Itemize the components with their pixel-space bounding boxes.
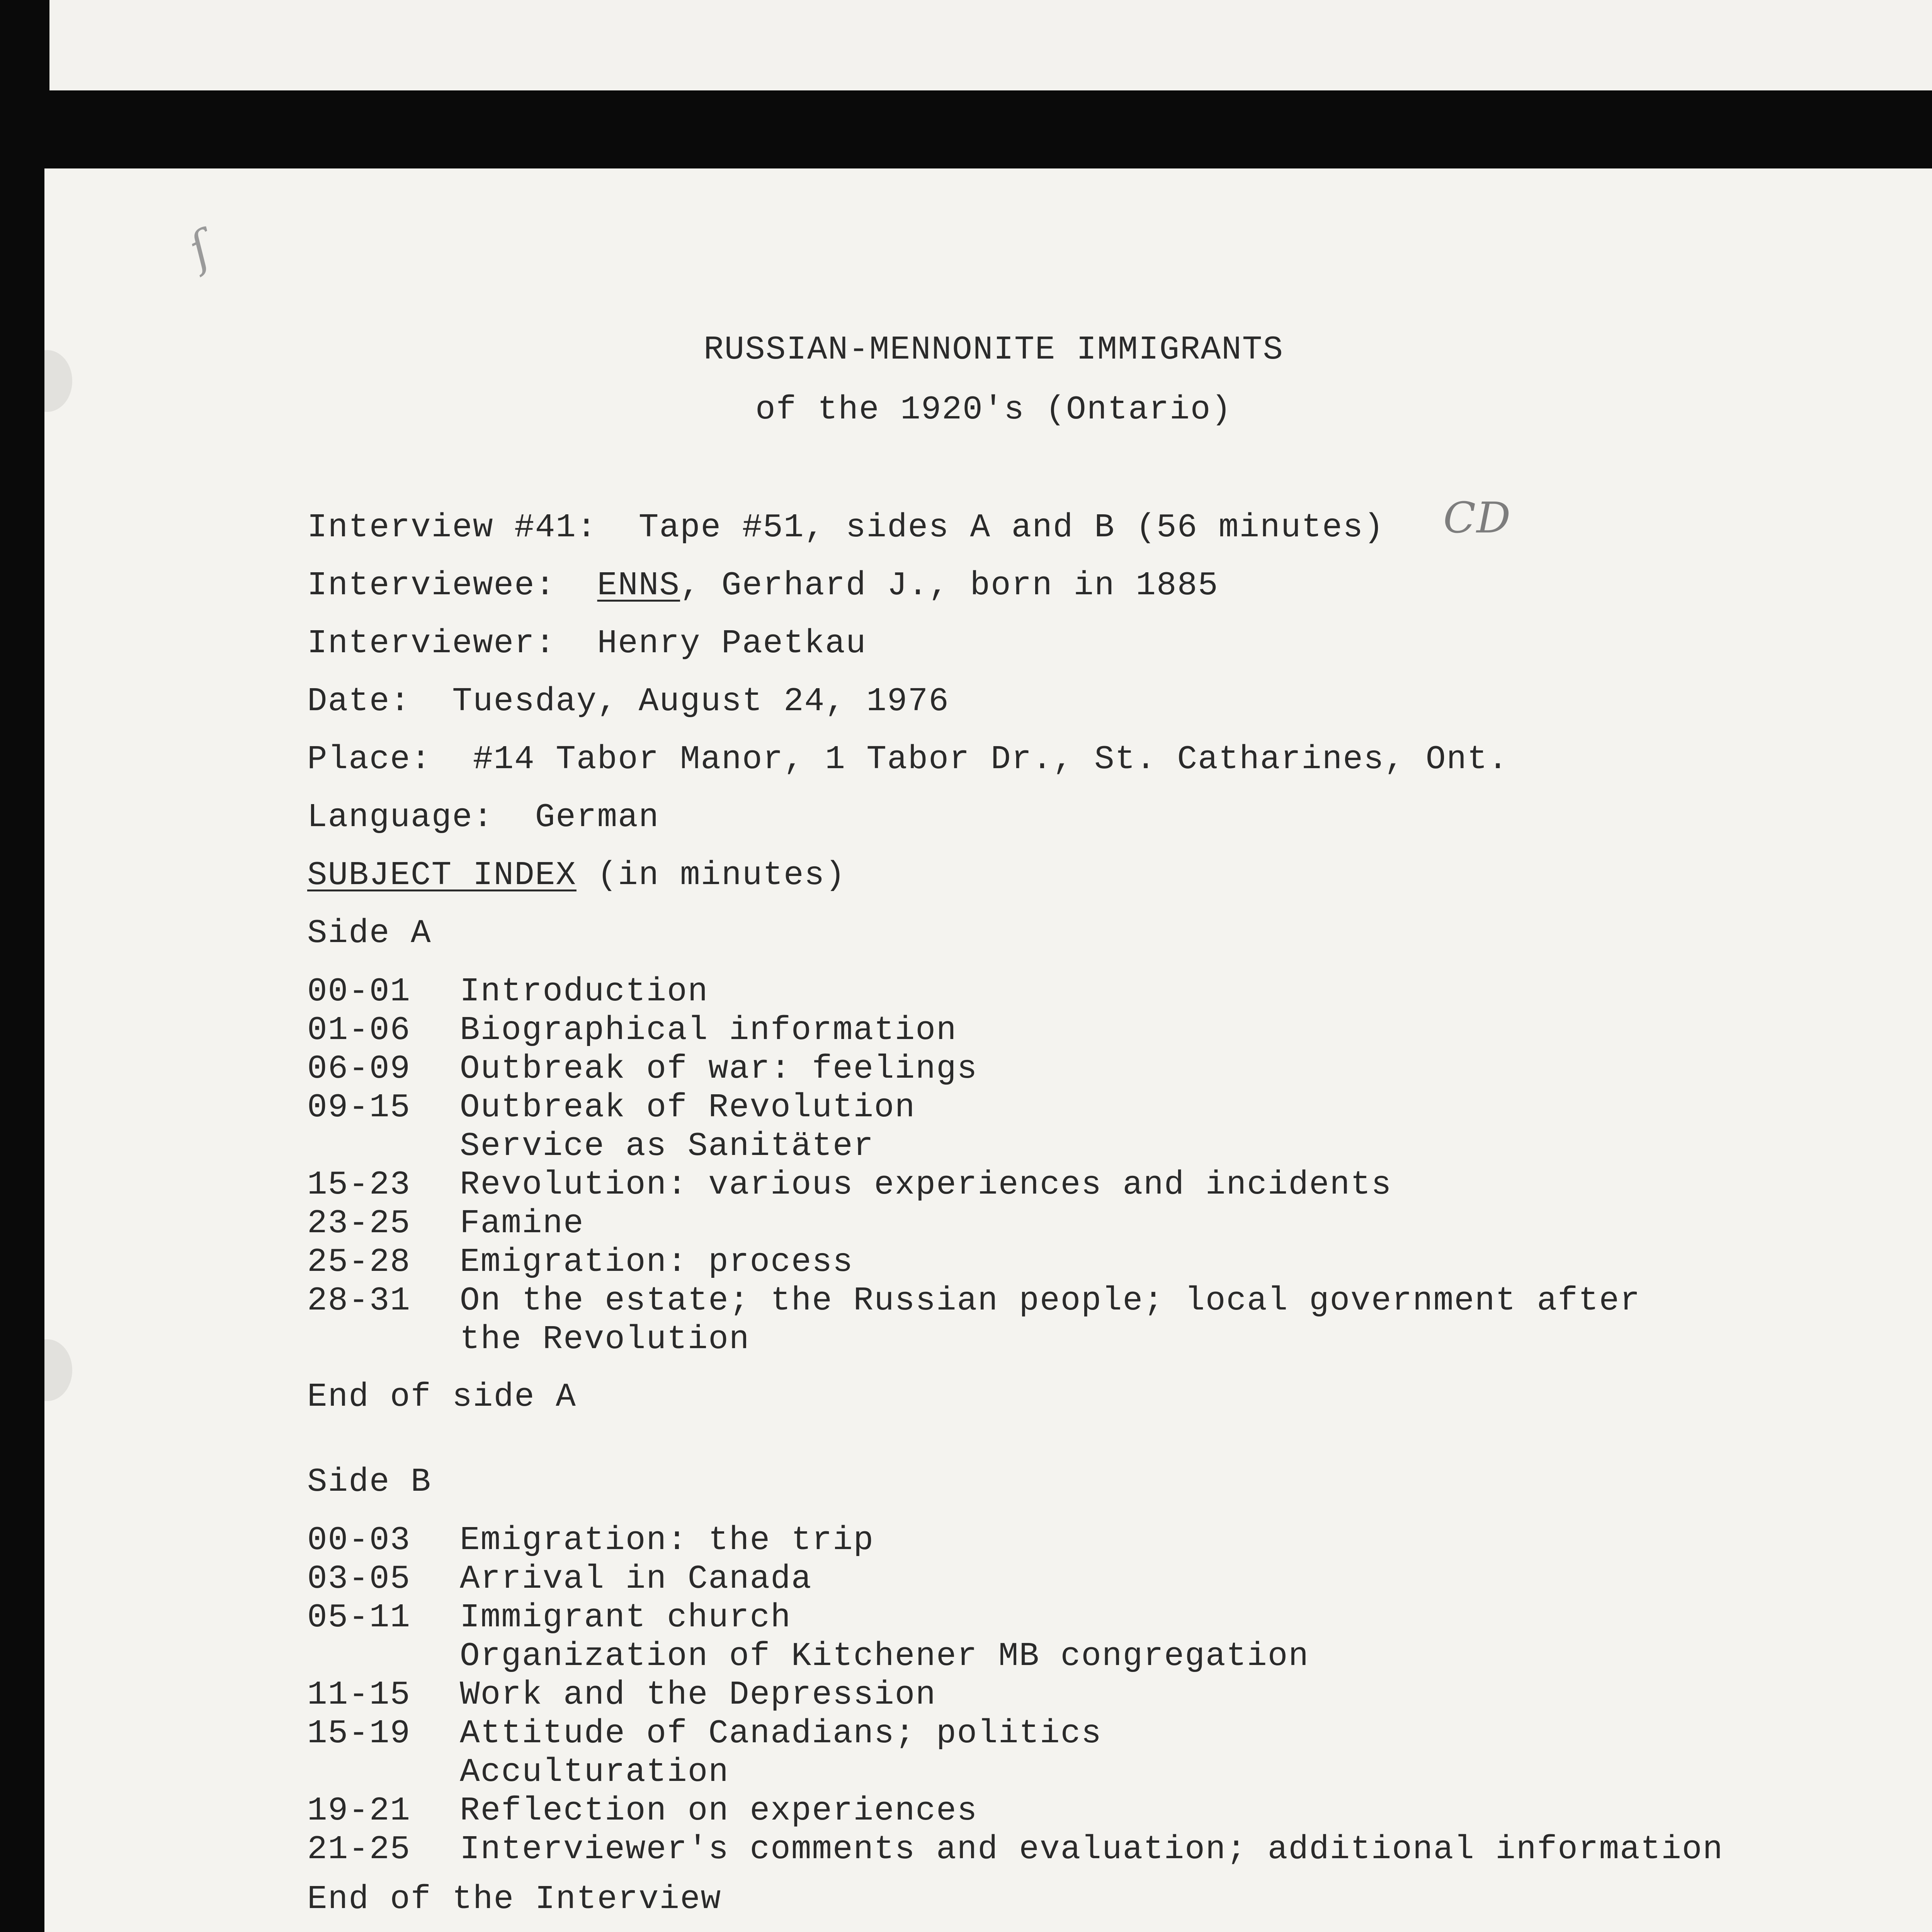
entry-minutes: 19-21 xyxy=(307,1792,411,1830)
document-title: RUSSIAN-MENNONITE IMMIGRANTS xyxy=(703,331,1284,369)
entry-minutes xyxy=(307,1753,460,1791)
entry-minutes: 28-31 xyxy=(307,1282,411,1320)
entry-minutes: 01-06 xyxy=(307,1011,411,1049)
entry-topic: Interviewer's comments and evaluation; additional information xyxy=(460,1830,1724,1868)
index-entry xyxy=(307,1049,1891,1088)
entry-minutes: 11-15 xyxy=(307,1676,411,1714)
previous-page-edge xyxy=(49,0,1932,90)
end-of-interview: End of the Interview xyxy=(307,1880,722,1918)
date-line: Date: Tuesday, August 24, 1976 xyxy=(307,682,949,720)
index-entry xyxy=(307,1165,1891,1204)
entry-topic: Famine xyxy=(460,1204,584,1242)
handwritten-mark: ſ xyxy=(180,221,220,278)
entry-minutes: 06-09 xyxy=(307,1050,411,1088)
index-entry xyxy=(307,1088,1891,1127)
index-entry xyxy=(307,1598,1891,1637)
interviewee-line xyxy=(307,566,1219,604)
handwritten-cd-note: CD xyxy=(1443,493,1512,543)
index-entry xyxy=(307,1204,1891,1243)
entry-minutes: 23-25 xyxy=(307,1204,411,1242)
entry-minutes: 05-11 xyxy=(307,1599,411,1636)
entry-minutes: 25-28 xyxy=(307,1243,411,1281)
side-b-index xyxy=(307,1521,1891,1869)
index-entry xyxy=(307,972,1891,1011)
interviewee-label: Interviewee: xyxy=(307,566,597,604)
entry-minutes: 15-19 xyxy=(307,1714,411,1752)
index-entry xyxy=(307,1011,1891,1049)
entry-topic: Emigration: the trip xyxy=(460,1521,874,1559)
document-page xyxy=(44,168,1932,1932)
typed-document xyxy=(44,168,1932,1932)
side-a-heading: Side A xyxy=(307,914,432,952)
end-of-side-a: End of side A xyxy=(307,1378,577,1416)
entry-minutes xyxy=(307,1320,460,1359)
entry-topic: Emigration: process xyxy=(460,1243,854,1281)
entry-topic: Work and the Depression xyxy=(460,1676,936,1714)
entry-minutes: 03-05 xyxy=(307,1560,411,1598)
entry-minutes: 15-23 xyxy=(307,1166,411,1204)
place-line: Place: #14 Tabor Manor, 1 Tabor Dr., St. Catharines, Ont. xyxy=(307,740,1509,778)
index-entry xyxy=(307,1127,1891,1165)
entry-topic: On the estate; the Russian people; local government after xyxy=(460,1282,1641,1320)
entry-topic: Organization of Kitchener MB congregation xyxy=(460,1637,1309,1675)
index-entry xyxy=(307,1281,1891,1320)
index-entry xyxy=(307,1830,1891,1869)
interview-line: Interview #41: Tape #51, sides A and B (56 minutes) xyxy=(307,509,1384,546)
side-b-heading: Side B xyxy=(307,1463,432,1501)
index-entry xyxy=(307,1320,1891,1359)
entry-minutes: 00-01 xyxy=(307,973,411,1010)
interviewee-details: , Gerhard J., born in 1885 xyxy=(680,566,1219,604)
index-entry xyxy=(307,1521,1891,1560)
entry-topic: Service as Sanitäter xyxy=(460,1127,874,1165)
index-entry xyxy=(307,1753,1891,1791)
entry-topic: Immigrant church xyxy=(460,1599,791,1636)
subject-index-suffix: (in minutes) xyxy=(576,856,846,894)
entry-topic: Acculturation xyxy=(460,1753,729,1791)
entry-topic: the Revolution xyxy=(460,1320,750,1358)
entry-minutes xyxy=(307,1637,460,1675)
entry-topic: Revolution: various experiences and incidents xyxy=(460,1166,1392,1204)
index-entry xyxy=(307,1714,1891,1753)
index-entry xyxy=(307,1243,1891,1281)
side-a-index xyxy=(307,972,1891,1359)
index-entry xyxy=(307,1791,1891,1830)
entry-topic: Reflection on experiences xyxy=(460,1792,978,1830)
subject-index-label: SUBJECT INDEX xyxy=(307,856,577,894)
entry-minutes: 09-15 xyxy=(307,1088,411,1126)
entry-topic: Biographical information xyxy=(460,1011,957,1049)
index-entry xyxy=(307,1675,1891,1714)
index-entry xyxy=(307,1560,1891,1598)
interviewee-surname: ENNS xyxy=(597,566,680,604)
entry-topic: Arrival in Canada xyxy=(460,1560,812,1598)
language-line: Language: German xyxy=(307,798,660,836)
subject-index-heading xyxy=(307,856,846,894)
entry-topic: Outbreak of war: feelings xyxy=(460,1050,978,1088)
entry-topic: Outbreak of Revolution xyxy=(460,1088,916,1126)
entry-minutes: 00-03 xyxy=(307,1521,411,1559)
index-entry xyxy=(307,1637,1891,1675)
entry-topic: Attitude of Canadians; politics xyxy=(460,1714,1102,1752)
entry-minutes xyxy=(307,1127,460,1165)
entry-minutes: 21-25 xyxy=(307,1830,411,1868)
entry-topic: Introduction xyxy=(460,973,709,1010)
document-subtitle: of the 1920's (Ontario) xyxy=(755,391,1232,429)
interviewer-line: Interviewer: Henry Paetkau xyxy=(307,624,867,662)
